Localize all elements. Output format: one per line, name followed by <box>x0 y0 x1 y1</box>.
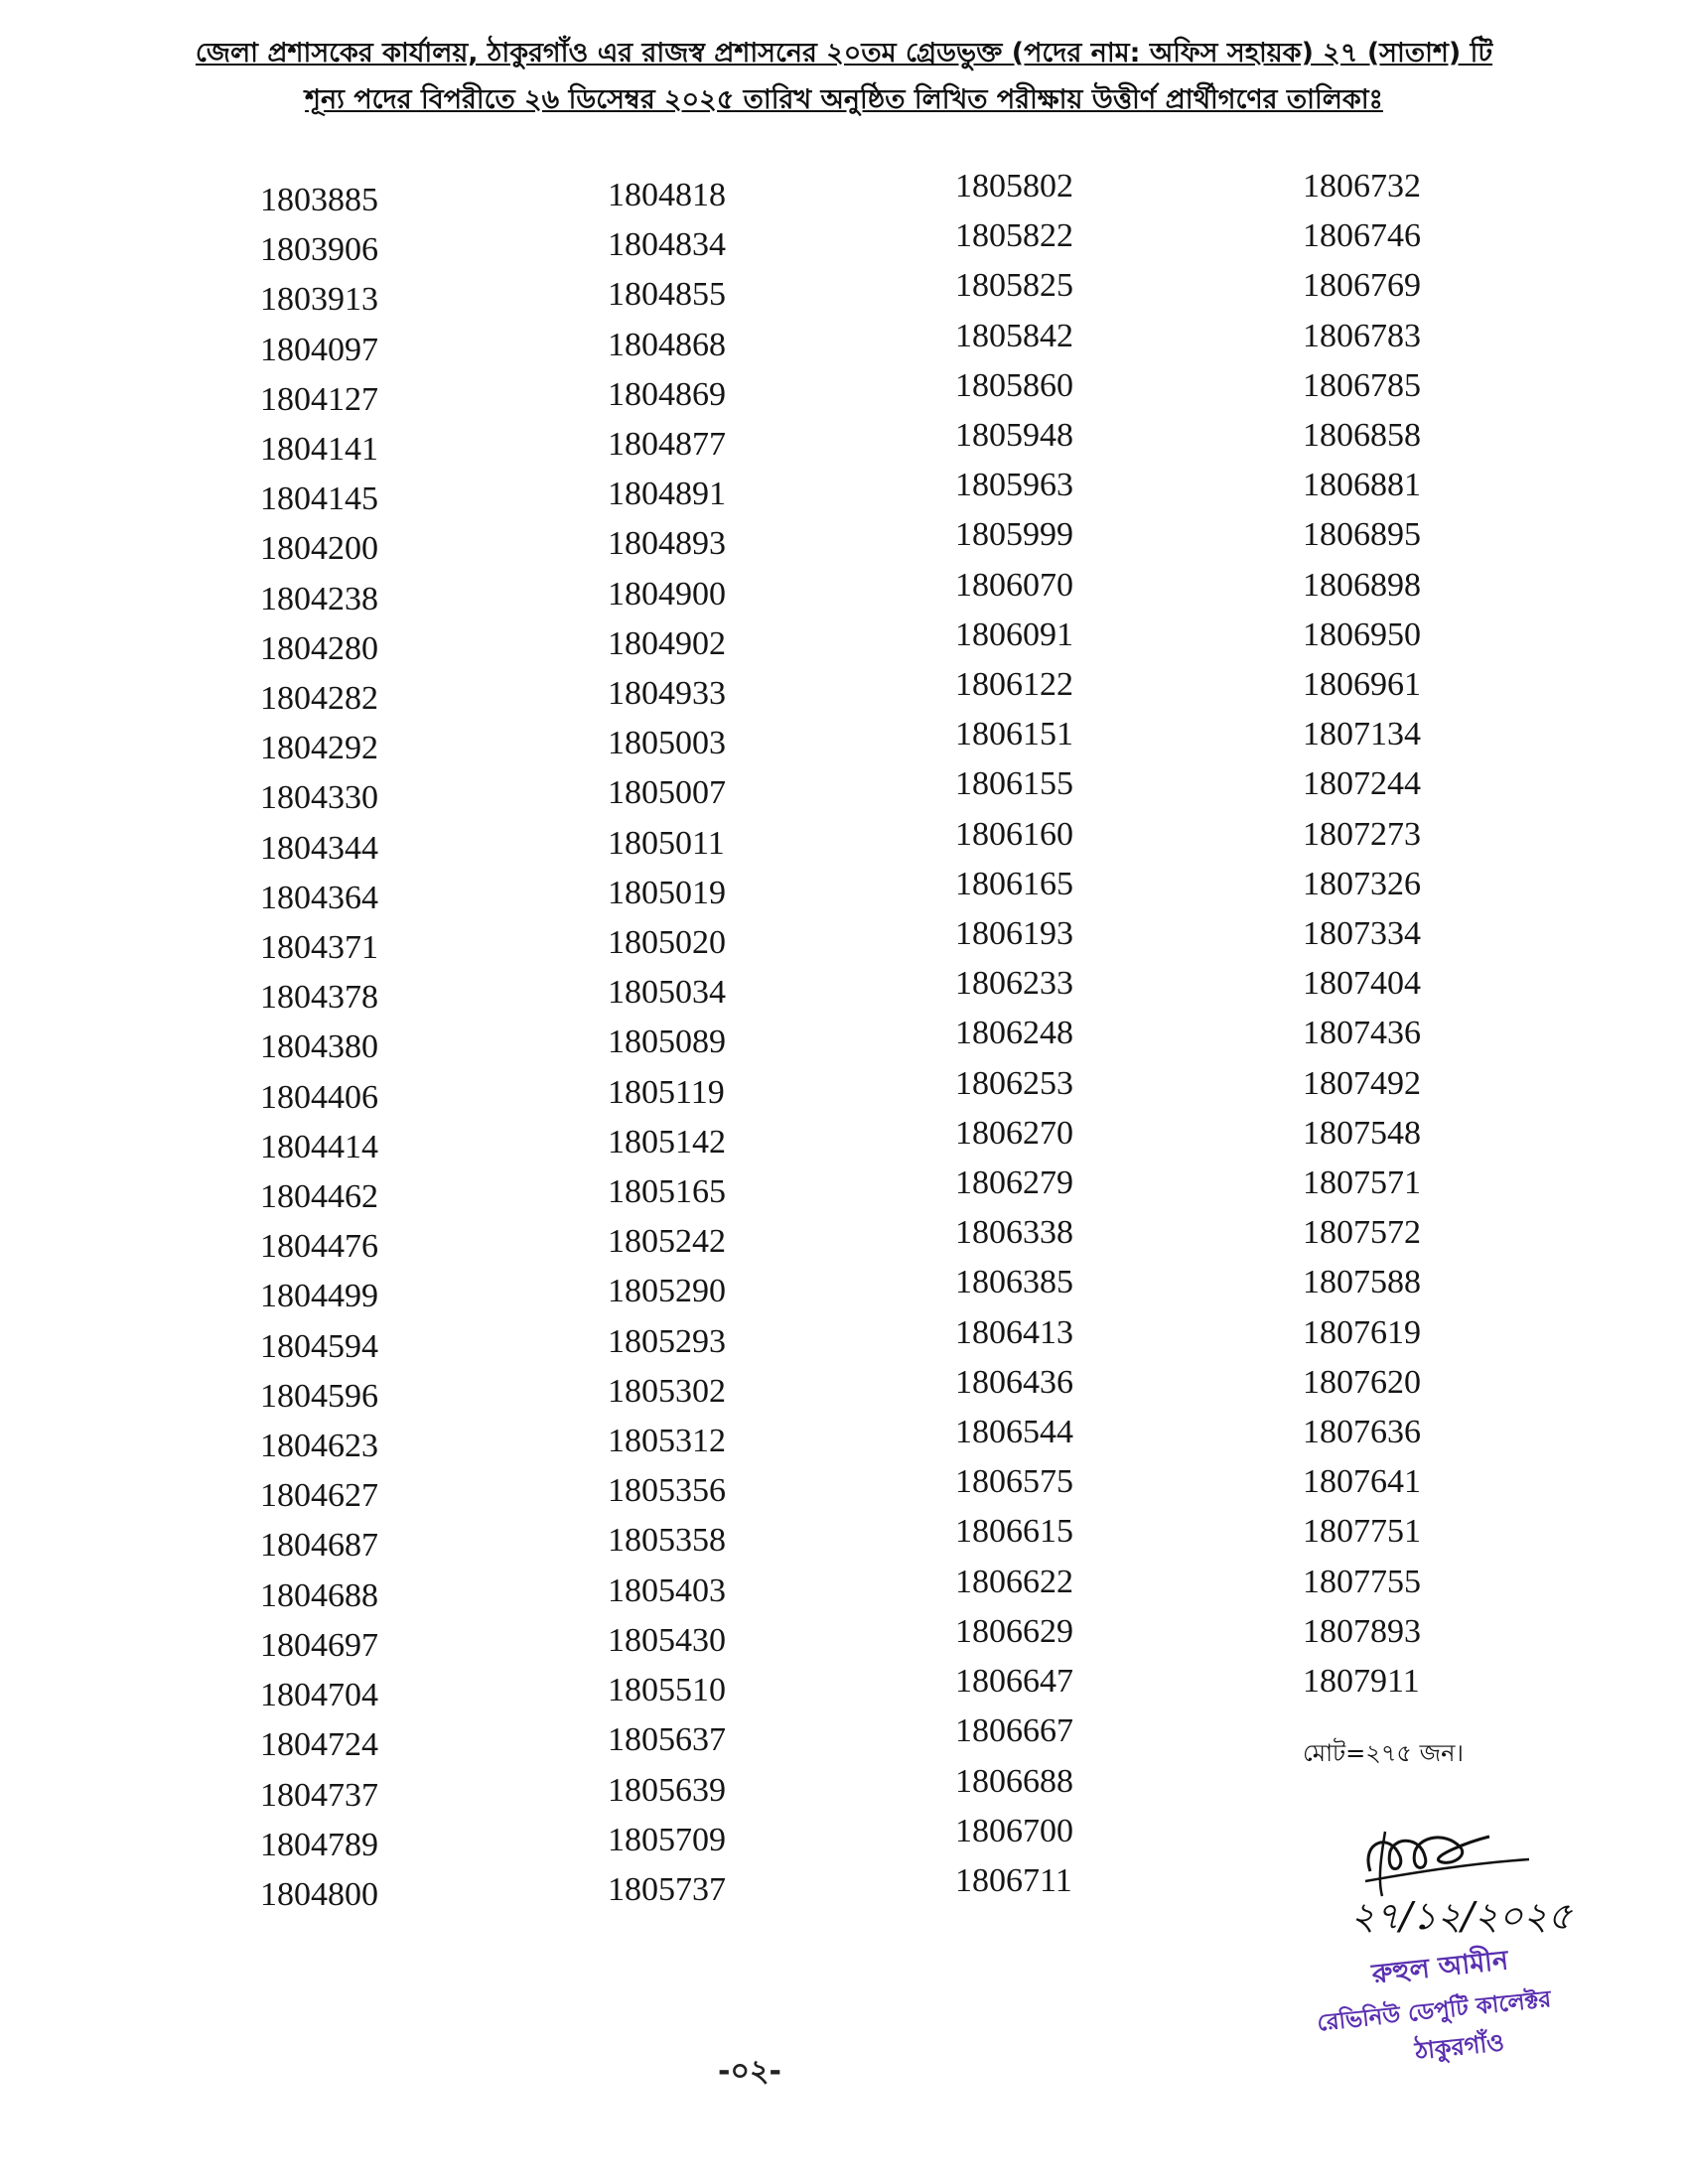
roll-number: 1804292 <box>260 730 378 767</box>
seal-designation: রেভিনিউ ডেপুটি কালেক্টর <box>1316 1985 1553 2037</box>
roll-number: 1805842 <box>955 317 1073 354</box>
roll-number: 1805011 <box>608 824 725 862</box>
roll-number: 1804371 <box>260 929 378 967</box>
roll-number: 1806544 <box>955 1414 1073 1451</box>
roll-number: 1806575 <box>955 1463 1073 1501</box>
roll-number: 1806667 <box>955 1712 1073 1750</box>
roll-number: 1804688 <box>260 1576 378 1614</box>
roll-number: 1806193 <box>955 915 1073 953</box>
roll-number: 1806711 <box>955 1861 1072 1899</box>
roll-number: 1804697 <box>260 1626 378 1664</box>
roll-number: 1806615 <box>955 1513 1073 1551</box>
roll-number: 1806091 <box>955 615 1073 653</box>
roll-number: 1804414 <box>260 1128 378 1165</box>
roll-number: 1806151 <box>955 716 1073 753</box>
roll-number: 1805737 <box>608 1870 726 1908</box>
roll-number: 1803885 <box>260 182 378 218</box>
roll-number: 1804933 <box>608 675 726 713</box>
roll-number: 1804724 <box>260 1726 378 1764</box>
roll-number: 1804280 <box>260 629 378 667</box>
roll-number: 1806783 <box>1303 317 1421 354</box>
roll-number: 1805860 <box>955 366 1073 404</box>
roll-number: 1803913 <box>260 281 378 319</box>
roll-number: 1807244 <box>1303 765 1421 803</box>
roll-number: 1805293 <box>608 1322 726 1360</box>
roll-number: 1806858 <box>1303 417 1421 455</box>
roll-number: 1805822 <box>955 217 1073 255</box>
roll-number: 1805510 <box>608 1672 726 1709</box>
roll-number: 1807619 <box>1303 1313 1421 1351</box>
roll-number: 1804623 <box>260 1428 378 1465</box>
roll-number: 1806629 <box>955 1612 1073 1650</box>
roll-number: 1804282 <box>260 680 378 718</box>
roll-number: 1804704 <box>260 1677 378 1714</box>
roll-number: 1806746 <box>1303 217 1421 255</box>
roll-number: 1806070 <box>955 566 1073 604</box>
roll-number: 1804238 <box>260 580 378 617</box>
roll-number: 1804462 <box>260 1178 378 1216</box>
roll-number: 1806160 <box>955 815 1073 853</box>
roll-number: 1806385 <box>955 1264 1073 1301</box>
roll-number: 1806647 <box>955 1663 1073 1701</box>
roll-number: 1804476 <box>260 1228 378 1266</box>
roll-number: 1807334 <box>1303 915 1421 953</box>
roll-number: 1804127 <box>260 380 378 418</box>
roll-number: 1805119 <box>608 1073 725 1111</box>
roll-number: 1806769 <box>1303 267 1421 305</box>
roll-number: 1806233 <box>955 965 1073 1003</box>
header-line-1: জেলা প্রশাসকের কার্যালয়, ঠাকুরগাঁও এর রাজস্ব প্রশাসনের ২০তম গ্রেডভুক্ত (পদের নাম: অফিস সহায়ক) ২৭ (সাতাশ) টি <box>195 38 1493 68</box>
roll-number: 1805948 <box>955 417 1073 455</box>
roll-number: 1804141 <box>260 431 378 469</box>
official-seal <box>1311 1930 1619 2084</box>
roll-number: 1806338 <box>955 1214 1073 1252</box>
roll-number: 1804378 <box>260 979 378 1017</box>
roll-number: 1806732 <box>1303 168 1421 205</box>
roll-number: 1807911 <box>1303 1663 1420 1701</box>
roll-number: 1804594 <box>260 1327 378 1365</box>
roll-number: 1804900 <box>608 575 726 613</box>
roll-number: 1806270 <box>955 1114 1073 1152</box>
roll-number: 1807273 <box>1303 815 1421 853</box>
roll-number: 1804834 <box>608 226 726 264</box>
roll-number: 1807620 <box>1303 1363 1421 1401</box>
roll-number: 1805639 <box>608 1771 726 1809</box>
roll-number: 1807588 <box>1303 1264 1421 1301</box>
roll-number: 1804330 <box>260 779 378 817</box>
roll-number: 1804869 <box>608 375 726 413</box>
roll-number: 1806881 <box>1303 467 1421 504</box>
roll-number: 1804499 <box>260 1278 378 1315</box>
roll-number: 1804855 <box>608 276 726 314</box>
roll-number: 1807641 <box>1303 1463 1421 1501</box>
roll-number: 1807636 <box>1303 1414 1421 1451</box>
roll-column-4 <box>1303 162 1521 1706</box>
roll-number: 1805999 <box>955 516 1073 554</box>
roll-number: 1806436 <box>955 1363 1073 1401</box>
roll-number: 1804097 <box>260 331 378 368</box>
roll-column-2 <box>608 171 826 1915</box>
roll-number: 1805312 <box>608 1423 726 1460</box>
roll-number: 1805403 <box>608 1571 726 1609</box>
roll-number: 1804687 <box>260 1527 378 1565</box>
roll-number: 1806122 <box>955 666 1073 704</box>
roll-number: 1807755 <box>1303 1563 1421 1600</box>
roll-number: 1804789 <box>260 1826 378 1863</box>
roll-number: 1807548 <box>1303 1114 1421 1152</box>
roll-number: 1805356 <box>608 1472 726 1510</box>
header-line-2: শূন্য পদের বিপরীতে ২৬ ডিসেম্বর ২০২৫ তারিখ অনুষ্ঠিত লিখিত পরীক্ষায় উত্তীর্ণ প্রার্থীগণের তালিকাঃ <box>305 84 1383 115</box>
roll-number: 1803906 <box>260 231 378 269</box>
roll-number: 1806413 <box>955 1313 1073 1351</box>
roll-number: 1806688 <box>955 1762 1073 1800</box>
roll-number: 1806165 <box>955 865 1073 902</box>
roll-number: 1806155 <box>955 765 1073 803</box>
roll-number: 1807134 <box>1303 716 1421 753</box>
roll-number: 1805089 <box>608 1024 726 1061</box>
roll-number: 1807571 <box>1303 1164 1421 1202</box>
roll-number: 1806622 <box>955 1563 1073 1600</box>
roll-number: 1806279 <box>955 1164 1073 1202</box>
roll-number: 1805825 <box>955 267 1073 305</box>
roll-number: 1806248 <box>955 1015 1073 1052</box>
roll-number: 1804344 <box>260 829 378 867</box>
document-header <box>149 30 1539 123</box>
roll-number: 1805802 <box>955 168 1073 205</box>
roll-number: 1806961 <box>1303 666 1421 704</box>
signature-date: ২৭/১২/২০২৫ <box>1350 1894 1573 1938</box>
roll-number: 1806898 <box>1303 566 1421 604</box>
roll-number: 1805302 <box>608 1372 726 1410</box>
roll-number: 1804627 <box>260 1477 378 1515</box>
roll-number: 1806700 <box>955 1812 1073 1849</box>
roll-number: 1804868 <box>608 326 726 363</box>
roll-number: 1804800 <box>260 1875 378 1913</box>
roll-number: 1805034 <box>608 974 726 1012</box>
signature-image <box>1331 1802 1579 1951</box>
roll-number: 1805963 <box>955 467 1073 504</box>
seal-place: ঠাকুরগাঁও <box>1413 2028 1506 2066</box>
roll-number: 1806950 <box>1303 615 1421 653</box>
roll-number: 1805290 <box>608 1273 726 1310</box>
roll-number: 1805709 <box>608 1821 726 1858</box>
roll-number: 1805020 <box>608 924 726 962</box>
seal-name: রুহুল আমীন <box>1370 1945 1510 1990</box>
roll-number: 1805242 <box>608 1223 726 1261</box>
page-number: -০২- <box>718 2054 781 2089</box>
roll-number: 1806895 <box>1303 516 1421 554</box>
roll-number: 1805019 <box>608 874 726 911</box>
roll-number: 1804737 <box>260 1776 378 1814</box>
roll-number: 1807893 <box>1303 1612 1421 1650</box>
roll-number: 1805007 <box>608 774 726 812</box>
roll-column-3 <box>955 162 1174 1906</box>
roll-number: 1804364 <box>260 879 378 916</box>
roll-number: 1805637 <box>608 1721 726 1759</box>
roll-number: 1805142 <box>608 1123 726 1160</box>
roll-number: 1804818 <box>608 177 726 213</box>
roll-number: 1804380 <box>260 1028 378 1066</box>
roll-number: 1805430 <box>608 1621 726 1659</box>
roll-number: 1804891 <box>608 476 726 513</box>
roll-number: 1807436 <box>1303 1015 1421 1052</box>
roll-number: 1804902 <box>608 624 726 662</box>
roll-number: 1805003 <box>608 725 726 762</box>
roll-number: 1806253 <box>955 1064 1073 1102</box>
roll-number: 1805358 <box>608 1522 726 1560</box>
roll-number: 1804596 <box>260 1377 378 1415</box>
roll-number: 1807326 <box>1303 865 1421 902</box>
roll-column-1 <box>260 176 479 1920</box>
roll-number: 1807751 <box>1303 1513 1421 1551</box>
roll-number: 1806785 <box>1303 366 1421 404</box>
total-count: মোট=২৭৫ জন। <box>1303 1739 1465 1767</box>
roll-number: 1804893 <box>608 525 726 563</box>
roll-number: 1807492 <box>1303 1064 1421 1102</box>
roll-number: 1804200 <box>260 530 378 568</box>
roll-number: 1807572 <box>1303 1214 1421 1252</box>
roll-number: 1805165 <box>608 1173 726 1211</box>
roll-number: 1804406 <box>260 1078 378 1116</box>
roll-number: 1807404 <box>1303 965 1421 1003</box>
roll-number: 1804877 <box>608 426 726 464</box>
roll-number: 1804145 <box>260 480 378 518</box>
